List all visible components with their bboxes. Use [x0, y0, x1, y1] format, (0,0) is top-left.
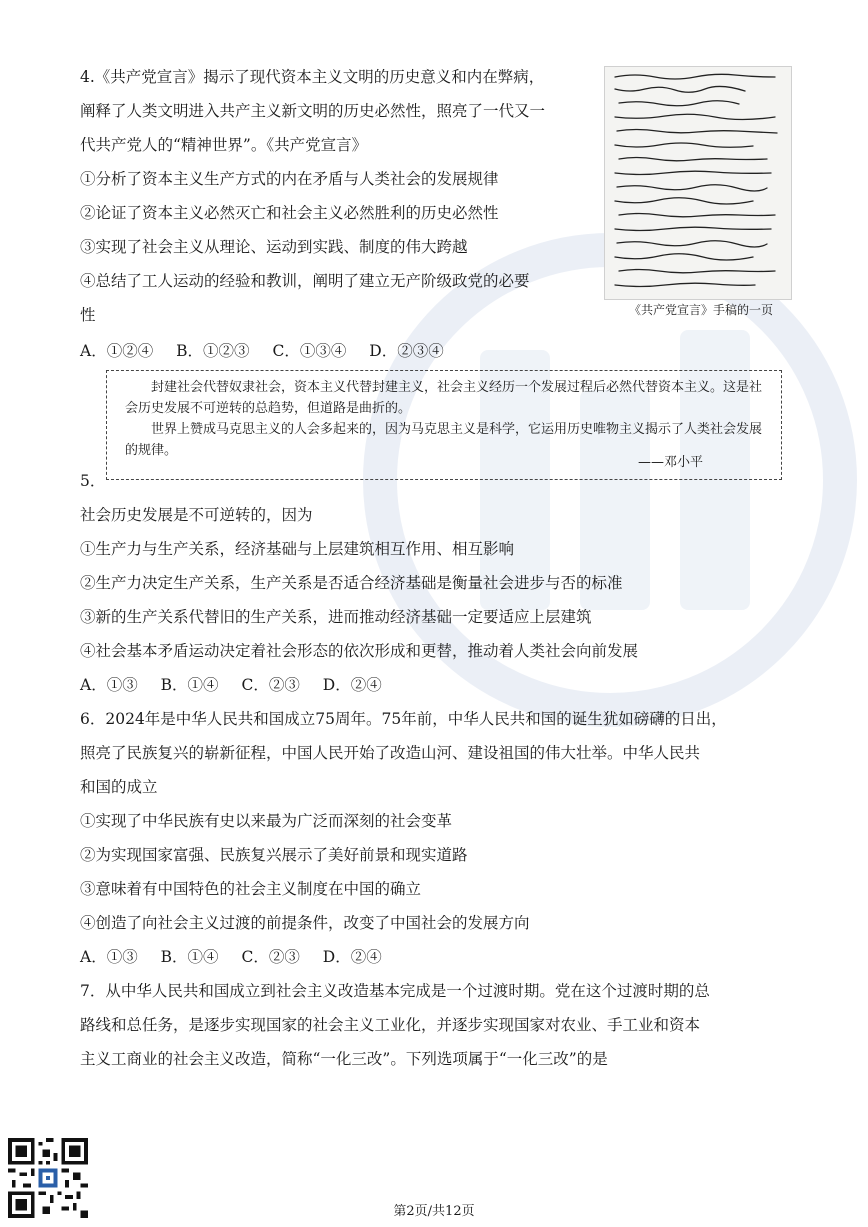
q4-option-d[interactable]: D．②③④	[369, 342, 444, 360]
q5-statement-2: ②生产力决定生产关系，生产关系是否适合经济基础是衡量社会进步与否的标准	[80, 574, 623, 592]
q4-option-a[interactable]: A．①②④	[80, 342, 154, 360]
manuscript-handwriting-icon	[605, 67, 791, 299]
q4-line: 阐释了人类文明进入共产主义新文明的历史必然性，照亮了一代又一	[80, 102, 546, 120]
q5-option-a[interactable]: A．①③	[80, 676, 138, 694]
q5-statement-3: ③新的生产关系代替旧的生产关系，进而推动经济基础一定要适应上层建筑	[80, 608, 592, 626]
q6-line: 6．2024年是中华人民共和国成立75周年。75年前，中华人民共和国的诞生犹如磅礴的日出，	[80, 710, 727, 728]
q5-option-d[interactable]: D．②④	[322, 676, 382, 694]
q4-statement-4: ④总结了工人运动的经验和教训，阐明了建立无产阶级政党的必要	[80, 272, 530, 290]
q5-quote-author: ——邓小平	[637, 455, 703, 470]
q4-line: 代共产党人的“精神世界”。《共产党宣言》	[80, 136, 368, 154]
q5-stem: 社会历史发展是不可逆转的，因为	[80, 506, 313, 524]
q5-option-c[interactable]: C．②③	[241, 676, 300, 694]
q6-statement-4: ④创造了向社会主义过渡的前提条件，改变了中国社会的发展方向	[80, 914, 530, 932]
q7-line: 7．从中华人民共和国成立到社会主义改造基本完成是一个过渡时期。党在这个过渡时期的总	[80, 982, 710, 1000]
q5-quote-paragraph-2: 世界上赞成马克思主义的人会多起来的，因为马克思主义是科学，它运用历史唯物主义揭示了人类社会发展的规律。	[125, 422, 763, 458]
q4-options	[80, 340, 462, 362]
q4-statement-1: ①分析了资本主义生产方式的内在矛盾与人类社会的发展规律	[80, 170, 499, 188]
q5-quote-box	[106, 370, 782, 480]
manuscript-caption: 《共产党宣言》手稿的一页	[628, 303, 773, 317]
page-number: 第2页/共12页	[393, 1204, 475, 1219]
q5-quote-paragraph-1: 封建社会代替奴隶社会，资本主义代替封建主义，社会主义经历一个发展过程后必然代替资本主义。这是社会历史发展不可逆转的总趋势，但道路是曲折的。	[125, 380, 763, 416]
q6-statement-3: ③意味着有中国特色的社会主义制度在中国的确立	[80, 880, 422, 898]
q6-line: 照亮了民族复兴的崭新征程，中国人民开始了改造山河、建设祖国的伟大壮举。中华人民共	[80, 744, 701, 762]
q4-option-b[interactable]: B．①②③	[176, 342, 250, 360]
q7-line: 路线和总任务，是逐步实现国家的社会主义工业化，并逐步实现国家对农业、手工业和资本	[80, 1016, 701, 1034]
q6-statement-1: ①实现了中华民族有史以来最为广泛而深刻的社会变革	[80, 812, 453, 830]
q6-line: 和国的成立	[80, 778, 158, 796]
q4-line: 性	[80, 306, 96, 324]
q4-statement-2: ②论证了资本主义必然灭亡和社会主义必然胜利的历史必然性	[80, 204, 499, 222]
q4-line: 4.《共产党宣言》揭示了现代资本主义文明的历史意义和内在弊病，	[80, 68, 545, 86]
q4-statement-3: ③实现了社会主义从理论、运动到实践、制度的伟大跨越	[80, 238, 468, 256]
q4-option-c[interactable]: C．①③④	[272, 342, 347, 360]
q5-statement-1: ①生产力与生产关系，经济基础与上层建筑相互作用、相互影响	[80, 540, 515, 558]
q6-option-c[interactable]: C．②③	[241, 948, 300, 966]
q6-options	[80, 946, 400, 968]
q5-option-b[interactable]: B．①④	[160, 676, 219, 694]
manuscript-image	[604, 66, 792, 300]
q5-statement-4: ④社会基本矛盾运动决定着社会形态的依次形成和更替，推动着人类社会向前发展	[80, 642, 639, 660]
q7-line: 主义工商业的社会主义改造，简称“一化三改”。下列选项属于“一化三改”的是	[80, 1050, 608, 1068]
q5-options	[80, 674, 400, 696]
q5-number: 5．	[80, 472, 106, 490]
q6-option-b[interactable]: B．①④	[160, 948, 219, 966]
q6-option-a[interactable]: A．①③	[80, 948, 138, 966]
q6-option-d[interactable]: D．②④	[322, 948, 382, 966]
q6-statement-2: ②为实现国家富强、民族复兴展示了美好前景和现实道路	[80, 846, 468, 864]
